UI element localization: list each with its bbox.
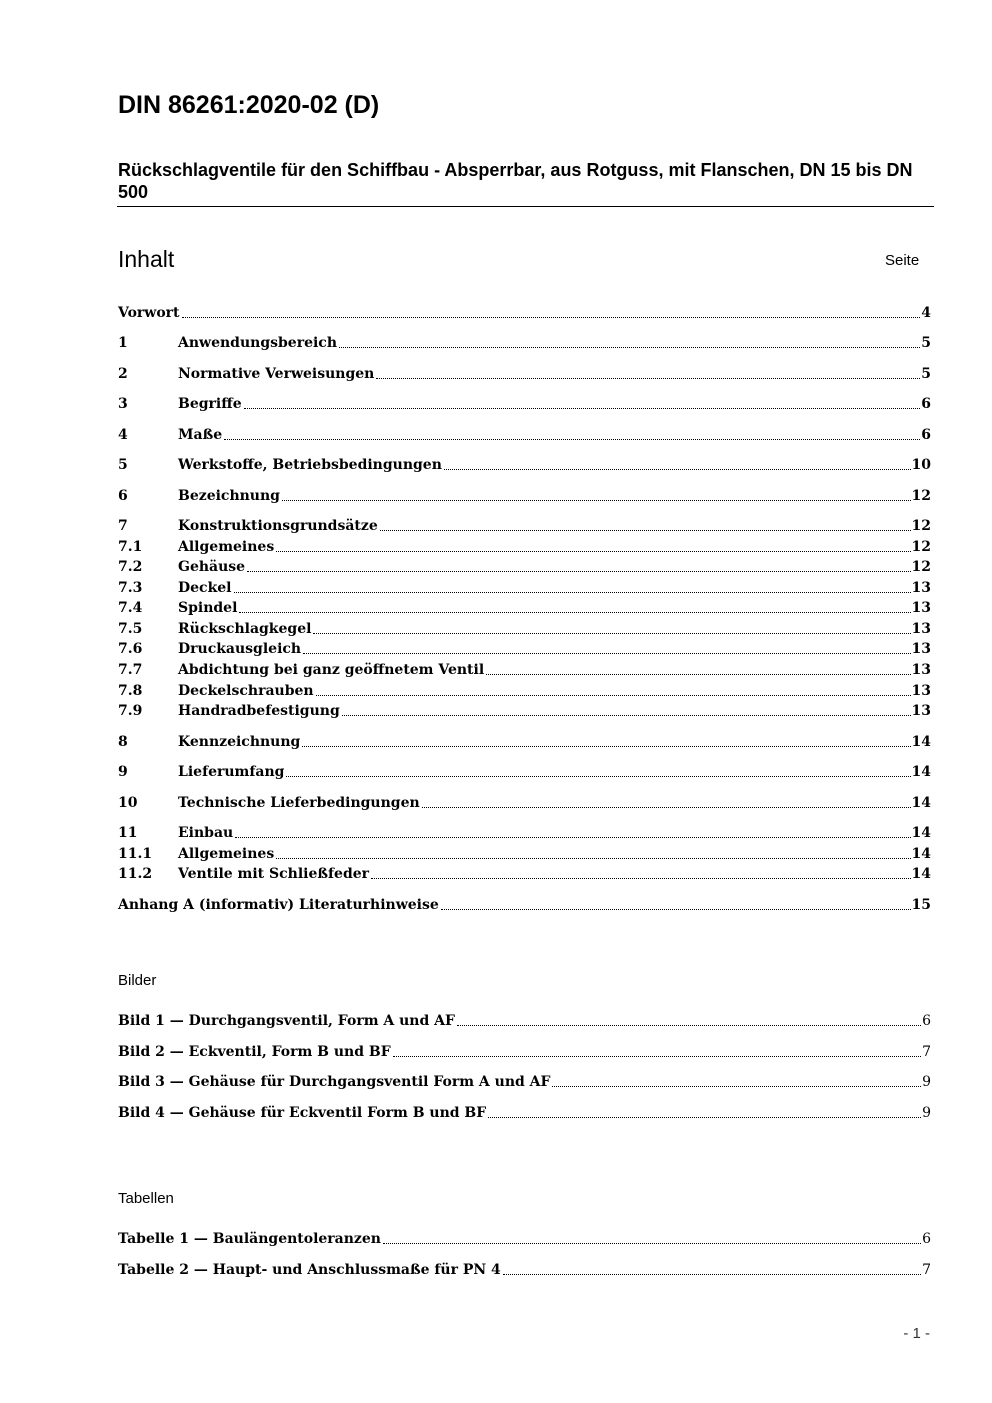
toc-entry-7-5[interactable]	[118, 618, 931, 638]
toc-entry-8[interactable]	[118, 731, 931, 751]
figures-heading: Bilder	[118, 972, 157, 989]
toc-leader	[486, 674, 910, 675]
toc-entry-page: 14	[911, 764, 931, 780]
toc-entry-title: Rückschlagkegel	[178, 621, 312, 637]
figure-page: 6	[922, 1013, 931, 1029]
toc-entry-title: Werkstoffe, Betriebsbedingungen	[178, 457, 442, 473]
toc-entry-number: 11.1	[118, 846, 153, 862]
toc-heading: Inhalt	[118, 246, 175, 272]
toc-entry-page: 13	[911, 580, 931, 596]
table-caption: Tabelle 2 — Haupt- und Anschlussmaße für PN 4	[118, 1262, 501, 1278]
toc-entry-page: 12	[911, 518, 931, 534]
toc-entry-title: Spindel	[178, 600, 238, 616]
toc-entry-title: Technische Lieferbedingungen	[178, 795, 420, 811]
toc-entry-7-7[interactable]	[118, 659, 931, 679]
toc-entry-page: 13	[911, 703, 931, 719]
toc-entry-page: 14	[911, 846, 931, 862]
document-id: DIN 86261:2020-02 (D)	[118, 91, 380, 119]
toc-leader	[457, 1025, 921, 1026]
toc-entry-number: 7.8	[118, 683, 143, 699]
toc-leader	[503, 1274, 921, 1275]
toc-entry-page: 5	[921, 366, 931, 382]
toc-entry-title: Druckausgleich	[178, 641, 302, 657]
toc-entry-number: 7.1	[118, 539, 143, 555]
toc-entry-page: 6	[921, 396, 931, 412]
toc-entry-number: 7	[118, 518, 128, 534]
toc-entry-7-2[interactable]	[118, 556, 931, 576]
toc-entry-title: Abdichtung bei ganz geöffnetem Ventil	[178, 662, 485, 678]
toc-entry-title: Vorwort	[118, 305, 180, 321]
toc-entry-title: Allgemeines	[178, 539, 275, 555]
toc-leader	[313, 633, 910, 634]
toc-entry-page: 13	[911, 621, 931, 637]
document-title: Rückschlagventile für den Schiffbau - Absperrbar, aus Rotguss, mit Flanschen, DN 15 bis DN 500	[118, 160, 913, 202]
table-page: 6	[922, 1231, 931, 1247]
toc-entry-page: 14	[911, 825, 931, 841]
toc-entry-title: Handradbefestigung	[178, 703, 340, 719]
toc-entry-number: 7.4	[118, 600, 143, 616]
toc-entry-7-6[interactable]	[118, 638, 931, 658]
toc-entry-1[interactable]	[118, 332, 931, 352]
toc-entry-11[interactable]	[118, 822, 931, 842]
table-entry-2[interactable]	[118, 1259, 931, 1279]
toc-entry-10[interactable]	[118, 792, 931, 812]
toc-entry-page: 14	[911, 866, 931, 882]
toc-entry-7-3[interactable]	[118, 577, 931, 597]
toc-entry-number: 5	[118, 457, 128, 473]
toc-leader	[234, 592, 911, 593]
toc-entry-page: 14	[911, 795, 931, 811]
table-caption: Tabelle 1 — Baulängentoleranzen	[118, 1231, 381, 1247]
toc-entry-page: 13	[911, 662, 931, 678]
toc-leader	[244, 408, 921, 409]
toc-leader	[303, 653, 910, 654]
toc-entry-title: Gehäuse	[178, 559, 246, 575]
toc-leader	[371, 878, 910, 879]
toc-leader	[224, 439, 920, 440]
toc-entry-5[interactable]	[118, 454, 931, 474]
figure-caption: Bild 2 — Eckventil, Form B und BF	[118, 1044, 391, 1060]
toc-entry-title: Einbau	[178, 825, 234, 841]
toc-entry-title: Maße	[178, 427, 223, 443]
toc-leader	[422, 807, 911, 808]
toc-entry-9[interactable]	[118, 761, 931, 781]
toc-entry-vorwort[interactable]	[118, 302, 931, 322]
toc-leader	[239, 612, 910, 613]
figure-entry-2[interactable]	[118, 1041, 931, 1061]
toc-leader	[247, 571, 910, 572]
toc-entry-7-8[interactable]	[118, 680, 931, 700]
toc-entry-number: 4	[118, 427, 128, 443]
toc-leader	[276, 858, 910, 859]
toc-entry-title: Anwendungsbereich	[178, 335, 337, 351]
toc-entry-number: 3	[118, 396, 128, 412]
toc-leader	[316, 695, 911, 696]
toc-entry-page: 13	[911, 683, 931, 699]
toc-entry-2[interactable]	[118, 363, 931, 383]
toc-leader	[302, 746, 910, 747]
figure-page: 7	[922, 1044, 931, 1060]
toc-leader	[552, 1086, 921, 1087]
toc-entry-page: 4	[921, 305, 931, 321]
toc-entry-number: 2	[118, 366, 128, 382]
toc-entry-annex-a[interactable]	[118, 894, 931, 914]
toc-entry-page: 12	[911, 488, 931, 504]
toc-entry-3[interactable]	[118, 393, 931, 413]
toc-leader	[339, 347, 920, 348]
toc-entry-number: 10	[118, 795, 138, 811]
toc-entry-title: Konstruktionsgrundsätze	[178, 518, 378, 534]
toc-leader	[393, 1056, 921, 1057]
toc-leader	[488, 1117, 921, 1118]
toc-entry-title: Deckel	[178, 580, 232, 596]
toc-entry-number: 9	[118, 764, 128, 780]
toc-entry-page: 15	[911, 897, 931, 913]
figure-caption: Bild 3 — Gehäuse für Durchgangsventil Form A und AF	[118, 1074, 551, 1090]
toc-entry-4[interactable]	[118, 424, 931, 444]
table-entry-1[interactable]	[118, 1228, 931, 1248]
toc-entry-number: 11.2	[118, 866, 153, 882]
toc-entry-page: 5	[921, 335, 931, 351]
toc-entry-page: 13	[911, 600, 931, 616]
toc-leader	[441, 909, 911, 910]
toc-entry-11-2[interactable]	[118, 863, 931, 883]
toc-entry-7-9[interactable]	[118, 700, 931, 720]
toc-entry-title: Deckelschrauben	[178, 683, 314, 699]
toc-leader	[342, 715, 911, 716]
toc-entry-7-1[interactable]	[118, 536, 931, 556]
toc-entry-title: Ventile mit Schließfeder	[178, 866, 370, 882]
toc-leader	[444, 469, 911, 470]
toc-entry-number: 7.7	[118, 662, 143, 678]
table-page: 7	[922, 1262, 931, 1278]
toc-leader	[276, 551, 910, 552]
toc-entry-title: Allgemeines	[178, 846, 275, 862]
tables-heading: Tabellen	[118, 1190, 174, 1207]
figure-caption: Bild 1 — Durchgangsventil, Form A und AF	[118, 1013, 455, 1029]
toc-entry-number: 7.5	[118, 621, 143, 637]
toc-leader	[282, 500, 911, 501]
toc-leader	[380, 530, 911, 531]
toc-entry-number: 7.3	[118, 580, 143, 596]
toc-entry-number: 11	[118, 825, 138, 841]
toc-entry-title: Begriffe	[178, 396, 242, 412]
toc-entry-title: Bezeichnung	[178, 488, 280, 504]
toc-leader	[182, 317, 921, 318]
toc-entry-number: 7.6	[118, 641, 143, 657]
toc-entry-title: Kennzeichnung	[178, 734, 301, 750]
toc-entry-number: 7.9	[118, 703, 143, 719]
figure-entry-1[interactable]	[118, 1010, 931, 1030]
toc-entry-title: Anhang A (informativ) Literaturhinweise	[118, 897, 439, 913]
toc-leader	[286, 776, 910, 777]
toc-entry-11-1[interactable]	[118, 843, 931, 863]
toc-entry-number: 7.2	[118, 559, 143, 575]
figure-entry-3[interactable]	[118, 1071, 931, 1091]
toc-entry-title: Lieferumfang	[178, 764, 285, 780]
toc-entry-7[interactable]	[118, 515, 931, 535]
toc-entry-page: 12	[911, 539, 931, 555]
page-column-label: Seite	[885, 252, 920, 269]
toc-entry-6[interactable]	[118, 485, 931, 505]
title-divider	[117, 206, 934, 207]
toc-entry-number: 6	[118, 488, 128, 504]
toc-leader	[235, 837, 910, 838]
toc-entry-page: 12	[911, 559, 931, 575]
toc-entry-page: 6	[921, 427, 931, 443]
figure-entry-4[interactable]	[118, 1102, 931, 1122]
figure-page: 9	[922, 1074, 931, 1090]
toc-entry-page: 13	[911, 641, 931, 657]
figure-page: 9	[922, 1105, 931, 1121]
toc-entry-page: 10	[911, 457, 931, 473]
toc-leader	[376, 378, 920, 379]
toc-entry-number: 1	[118, 335, 128, 351]
figure-caption: Bild 4 — Gehäuse für Eckventil Form B und BF	[118, 1105, 487, 1121]
toc-entry-page: 14	[911, 734, 931, 750]
page-number: - 1 -	[903, 1325, 930, 1342]
toc-entry-number: 8	[118, 734, 128, 750]
toc-entry-7-4[interactable]	[118, 597, 931, 617]
toc-leader	[383, 1243, 921, 1244]
toc-entry-title: Normative Verweisungen	[178, 366, 375, 382]
